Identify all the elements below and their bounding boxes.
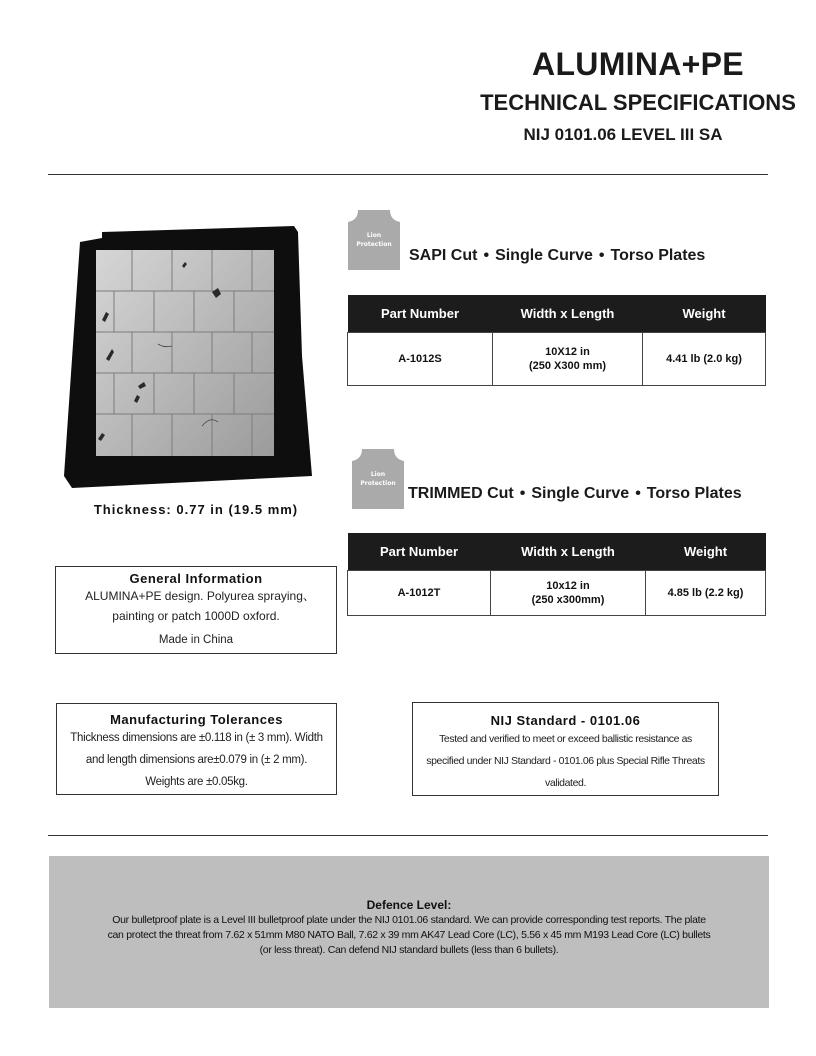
tolerances-box (56, 703, 337, 795)
tolerances-heading: Manufacturing Tolerances (110, 712, 283, 727)
tolerances-text: Weights are ±0.05kg. (145, 776, 248, 788)
dimensions: 10x12 in (250 x300mm) (491, 571, 646, 616)
separator: • (598, 247, 605, 264)
tolerances-text: Thickness dimensions are ±0.118 in (± 3 mm). Width (70, 732, 323, 744)
defence-heading: Defence Level: (366, 898, 452, 912)
icon-text: Protection (360, 480, 396, 487)
page-subtitle: TECHNICAL SPECIFICATIONS (480, 90, 796, 115)
table-row (348, 571, 766, 616)
footer-divider (48, 835, 768, 836)
nij-standard-box (412, 702, 719, 796)
trimmed-spec-table (347, 533, 766, 616)
dimensions: 10X12 in (250 X300 mm) (493, 333, 643, 386)
separator: • (635, 485, 641, 502)
shield-icon (352, 449, 404, 509)
column-header: Weight (643, 295, 766, 333)
origin-text: Made in China (158, 634, 234, 646)
armor-plate-image (62, 226, 320, 488)
header-divider (48, 174, 768, 175)
column-header: Part Number (348, 533, 491, 571)
weight: 4.41 lb (2.0 kg) (643, 333, 766, 386)
part-number: A-1012T (348, 571, 491, 616)
plate-type: Torso Plates (646, 485, 742, 502)
plate-thickness: Thickness: 0.77 in (19.5 mm) (93, 502, 299, 517)
general-info-text: painting or patch 1000D oxford. (112, 609, 280, 623)
plate-type: Torso Plates (610, 247, 706, 264)
nij-text: validated. (545, 777, 586, 789)
part-number: A-1012S (348, 333, 493, 386)
nij-text: specified under NIJ Standard - 0101.06 plus Special Rifle Threats (426, 755, 705, 767)
sapi-section-title (409, 247, 705, 265)
nij-heading: NIJ Standard - 0101.06 (490, 713, 641, 728)
icon-text: Lion (370, 471, 386, 478)
general-info-text: ALUMINA+PE design. Polyurea spraying、 (85, 589, 315, 603)
general-info-heading: General Information (129, 571, 263, 586)
icon-text: Lion (366, 232, 382, 239)
sapi-spec-table (347, 295, 766, 386)
defence-text: Our bulletproof plate is a Level III bulletproof plate under the NIJ 0101.06 standard. We can provide corresponding test reports. The plate can protect the threat from 7.62 x 51mm M80 NATO Ball, 7.62 x 39 mm AK47 Lead Core (LC), 5.56 x 45 mm M193 Lead Core (LC) bullets (or less threat). Can defend NIJ standard bullets (less than 6 bullets). (107, 914, 711, 956)
trimmed-section-title (408, 485, 742, 503)
curve-type: Single Curve (531, 485, 630, 502)
cut-type: SAPI Cut (409, 247, 478, 264)
page-title: ALUMINA+PE (532, 46, 744, 82)
icon-text: Protection (356, 241, 392, 248)
shield-icon (348, 210, 400, 270)
column-header: Width x Length (493, 295, 643, 333)
nij-text: Tested and verified to meet or exceed ballistic resistance as (439, 733, 692, 745)
cut-type: TRIMMED Cut (408, 485, 514, 502)
separator: • (519, 485, 526, 502)
protection-level: NIJ 0101.06 LEVEL III SA (523, 125, 723, 144)
table-row (348, 333, 766, 386)
defence-level-panel (49, 856, 769, 1008)
weight: 4.85 lb (2.2 kg) (646, 571, 766, 616)
column-header: Weight (646, 533, 766, 571)
separator: • (483, 247, 490, 264)
column-header: Part Number (348, 295, 493, 333)
column-header: Width x Length (491, 533, 646, 571)
general-info-box (55, 566, 337, 654)
tolerances-text: and length dimensions are±0.079 in (± 2 mm). (85, 754, 308, 766)
curve-type: Single Curve (495, 247, 593, 264)
